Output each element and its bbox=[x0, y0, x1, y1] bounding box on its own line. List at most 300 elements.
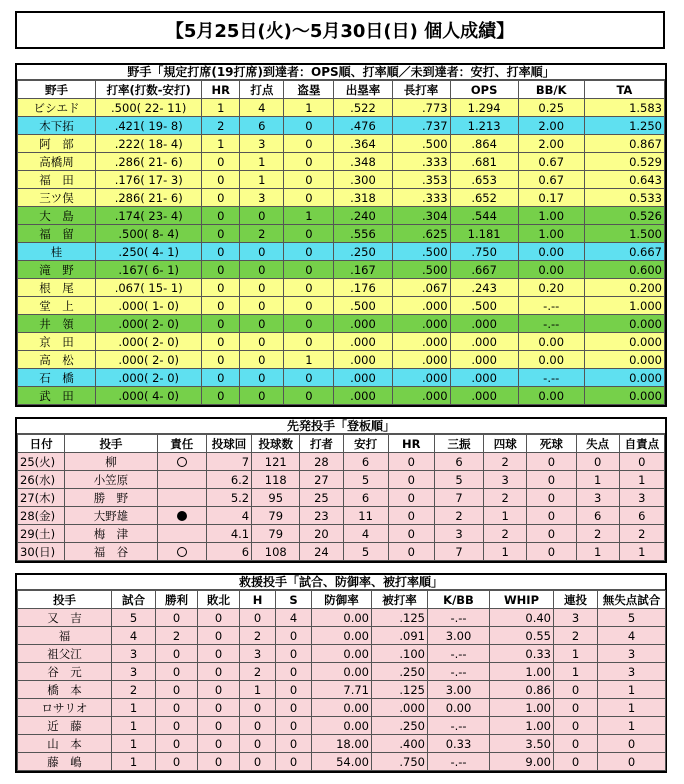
batting-sb-cell: 0 bbox=[284, 243, 334, 261]
batting-name-cell: ビシエド bbox=[18, 99, 96, 117]
table-row bbox=[18, 243, 665, 261]
batting-ta-cell: 0.526 bbox=[584, 207, 664, 225]
starters-hr-cell: 0 bbox=[388, 453, 434, 471]
relievers-g-cell: 3 bbox=[112, 645, 156, 663]
relievers-hld-cell: 2 bbox=[240, 663, 276, 681]
batting-bbk-cell: 0.00 bbox=[518, 333, 584, 351]
table-row bbox=[18, 717, 666, 735]
batting-ops-cell: .652 bbox=[450, 189, 518, 207]
relievers-sv-cell: 0 bbox=[276, 681, 312, 699]
batting-header-cell: 野手 bbox=[18, 81, 96, 99]
batting-caption: 野手「規定打席(19打席)到達者：OPS順、打率順／未到達者：安打、打率順」 bbox=[17, 65, 665, 80]
batting-hr-cell: 0 bbox=[202, 207, 240, 225]
relievers-sv-cell: 0 bbox=[276, 735, 312, 753]
relievers-zero-cell: 0 bbox=[598, 735, 666, 753]
batting-name-cell: 阿 部 bbox=[18, 135, 96, 153]
batting-sb-cell: 0 bbox=[284, 225, 334, 243]
batting-sb-cell: 1 bbox=[284, 207, 334, 225]
batting-hr-cell: 0 bbox=[202, 243, 240, 261]
table-row bbox=[18, 297, 665, 315]
table-row bbox=[18, 471, 665, 489]
starters-resp-cell bbox=[157, 525, 206, 543]
batting-header-cell: 打率(打数-安打) bbox=[96, 81, 202, 99]
batting-sb-cell: 0 bbox=[284, 333, 334, 351]
relievers-cons-cell: 0 bbox=[554, 717, 598, 735]
batting-bbk-cell: 1.00 bbox=[518, 207, 584, 225]
starters-np-cell: 108 bbox=[252, 543, 300, 561]
batting-avg-cell: .000( 2- 0) bbox=[96, 333, 202, 351]
starters-np-cell: 79 bbox=[252, 507, 300, 525]
batting-obp-cell: .364 bbox=[334, 135, 392, 153]
batting-rbi-cell: 2 bbox=[240, 225, 284, 243]
relievers-g-cell: 4 bbox=[112, 627, 156, 645]
relievers-hld-cell: 0 bbox=[240, 753, 276, 771]
starters-name-cell: 大野雄 bbox=[65, 507, 157, 525]
relievers-zero-cell: 4 bbox=[598, 627, 666, 645]
relievers-zero-cell: 3 bbox=[598, 663, 666, 681]
batting-rbi-cell: 0 bbox=[240, 333, 284, 351]
batting-ops-cell: .000 bbox=[450, 315, 518, 333]
relievers-w-cell: 0 bbox=[156, 735, 198, 753]
batting-avg-cell: .000( 4- 0) bbox=[96, 387, 202, 405]
batting-rbi-cell: 3 bbox=[240, 135, 284, 153]
relievers-cons-cell: 2 bbox=[554, 627, 598, 645]
batting-sb-cell: 0 bbox=[284, 135, 334, 153]
starters-header-cell: HR bbox=[388, 435, 434, 453]
table-row bbox=[18, 153, 665, 171]
batting-name-cell: 大 島 bbox=[18, 207, 96, 225]
starters-header-cell: 投手 bbox=[65, 435, 157, 453]
starters-r-cell: 1 bbox=[576, 471, 619, 489]
batting-obp-cell: .476 bbox=[334, 117, 392, 135]
batting-ta-cell: 1.583 bbox=[584, 99, 664, 117]
batting-hr-cell: 1 bbox=[202, 99, 240, 117]
batting-ops-cell: .500 bbox=[450, 297, 518, 315]
win-circle-icon bbox=[177, 547, 187, 557]
relievers-era-cell: 0.00 bbox=[312, 717, 372, 735]
batting-obp-cell: .000 bbox=[334, 387, 392, 405]
batting-ops-cell: 1.294 bbox=[450, 99, 518, 117]
starters-header-cell: 失点 bbox=[576, 435, 619, 453]
starters-r-cell: 2 bbox=[576, 525, 619, 543]
batting-ta-cell: 0.529 bbox=[584, 153, 664, 171]
starters-r-cell: 0 bbox=[576, 453, 619, 471]
relievers-kbb-cell: -.-- bbox=[428, 609, 490, 627]
starters-bb-cell: 1 bbox=[484, 507, 527, 525]
starters-hbp-cell: 0 bbox=[527, 507, 576, 525]
batting-ops-cell: .653 bbox=[450, 171, 518, 189]
table-row bbox=[18, 225, 665, 243]
starters-ip-cell: 7 bbox=[206, 453, 251, 471]
starters-date-cell: 30(日) bbox=[18, 543, 65, 561]
relievers-hld-cell: 1 bbox=[240, 681, 276, 699]
relievers-name-cell: 近 藤 bbox=[18, 717, 112, 735]
batting-avg-cell: .000( 2- 0) bbox=[96, 315, 202, 333]
relievers-kbb-cell: 0.33 bbox=[428, 735, 490, 753]
batting-slg-cell: .500 bbox=[392, 261, 450, 279]
relievers-avg-cell: .125 bbox=[372, 609, 428, 627]
relievers-sv-cell: 4 bbox=[276, 609, 312, 627]
batting-ta-cell: 0.643 bbox=[584, 171, 664, 189]
relievers-header-cell: 投手 bbox=[18, 591, 112, 609]
page-title: 【5月25日(火)～5月30日(日) 個人成績】 bbox=[15, 11, 665, 49]
relievers-whip-cell: 0.55 bbox=[490, 627, 554, 645]
relievers-avg-cell: .750 bbox=[372, 753, 428, 771]
batting-ops-cell: .667 bbox=[450, 261, 518, 279]
starters-header-cell: 四球 bbox=[484, 435, 527, 453]
relievers-era-cell: 18.00 bbox=[312, 735, 372, 753]
starters-ip-cell: 4.1 bbox=[206, 525, 251, 543]
batting-slg-cell: .000 bbox=[392, 315, 450, 333]
starters-bf-cell: 27 bbox=[300, 471, 343, 489]
batting-ta-cell: 0.200 bbox=[584, 279, 664, 297]
batting-name-cell: 滝 野 bbox=[18, 261, 96, 279]
relievers-w-cell: 0 bbox=[156, 699, 198, 717]
starters-r-cell: 3 bbox=[576, 489, 619, 507]
relievers-era-cell: 0.00 bbox=[312, 609, 372, 627]
batting-ops-cell: 1.213 bbox=[450, 117, 518, 135]
relievers-header-cell: K/BB bbox=[428, 591, 490, 609]
starters-er-cell: 1 bbox=[619, 471, 664, 489]
relievers-cons-cell: 1 bbox=[554, 645, 598, 663]
relievers-hld-cell: 0 bbox=[240, 609, 276, 627]
batting-ops-cell: .000 bbox=[450, 351, 518, 369]
batting-avg-cell: .000( 1- 0) bbox=[96, 297, 202, 315]
table-row bbox=[18, 333, 665, 351]
starters-header-row bbox=[18, 435, 665, 453]
relievers-sv-cell: 0 bbox=[276, 699, 312, 717]
batting-ops-cell: .000 bbox=[450, 387, 518, 405]
starters-h-cell: 5 bbox=[343, 471, 388, 489]
starters-name-cell: 梅 津 bbox=[65, 525, 157, 543]
starters-hr-cell: 0 bbox=[388, 525, 434, 543]
batting-sb-cell: 0 bbox=[284, 117, 334, 135]
relievers-g-cell: 1 bbox=[112, 735, 156, 753]
table-row bbox=[18, 663, 666, 681]
relievers-g-cell: 1 bbox=[112, 753, 156, 771]
relievers-l-cell: 0 bbox=[198, 717, 240, 735]
relievers-kbb-cell: -.-- bbox=[428, 663, 490, 681]
batting-sb-cell: 0 bbox=[284, 369, 334, 387]
batting-rbi-cell: 0 bbox=[240, 387, 284, 405]
batting-name-cell: 桂 bbox=[18, 243, 96, 261]
table-row bbox=[18, 489, 665, 507]
batting-slg-cell: .737 bbox=[392, 117, 450, 135]
relievers-sv-cell: 0 bbox=[276, 717, 312, 735]
relievers-w-cell: 2 bbox=[156, 627, 198, 645]
starters-resp-cell bbox=[157, 489, 206, 507]
relievers-header-cell: 連投 bbox=[554, 591, 598, 609]
batting-slg-cell: .500 bbox=[392, 243, 450, 261]
batting-avg-cell: .000( 2- 0) bbox=[96, 369, 202, 387]
starters-header-cell: 三振 bbox=[434, 435, 483, 453]
batting-bbk-cell: 0.20 bbox=[518, 279, 584, 297]
starters-er-cell: 3 bbox=[619, 489, 664, 507]
relievers-era-cell: 0.00 bbox=[312, 663, 372, 681]
batting-hr-cell: 0 bbox=[202, 387, 240, 405]
batting-slg-cell: .000 bbox=[392, 351, 450, 369]
starters-so-cell: 6 bbox=[434, 453, 483, 471]
starters-name-cell: 小笠原 bbox=[65, 471, 157, 489]
relievers-cons-cell: 0 bbox=[554, 699, 598, 717]
table-row bbox=[18, 645, 666, 663]
relievers-avg-cell: .091 bbox=[372, 627, 428, 645]
batting-ops-cell: .243 bbox=[450, 279, 518, 297]
starters-np-cell: 79 bbox=[252, 525, 300, 543]
relievers-header-cell: 被打率 bbox=[372, 591, 428, 609]
batting-bbk-cell: 0.67 bbox=[518, 171, 584, 189]
table-row bbox=[18, 189, 665, 207]
relievers-l-cell: 0 bbox=[198, 645, 240, 663]
relievers-w-cell: 0 bbox=[156, 609, 198, 627]
batting-avg-cell: .286( 21- 6) bbox=[96, 189, 202, 207]
relievers-kbb-cell: 3.00 bbox=[428, 627, 490, 645]
batting-avg-cell: .174( 23- 4) bbox=[96, 207, 202, 225]
batting-ops-cell: .544 bbox=[450, 207, 518, 225]
batting-slg-cell: .000 bbox=[392, 369, 450, 387]
relievers-whip-cell: 3.50 bbox=[490, 735, 554, 753]
batting-sb-cell: 0 bbox=[284, 261, 334, 279]
table-row bbox=[18, 315, 665, 333]
batting-sb-cell: 0 bbox=[284, 387, 334, 405]
batting-rbi-cell: 0 bbox=[240, 297, 284, 315]
batting-slg-cell: .353 bbox=[392, 171, 450, 189]
starters-h-cell: 5 bbox=[343, 543, 388, 561]
relievers-whip-cell: 1.00 bbox=[490, 663, 554, 681]
starters-r-cell: 1 bbox=[576, 543, 619, 561]
starters-resp-cell bbox=[157, 543, 206, 561]
starters-er-cell: 1 bbox=[619, 543, 664, 561]
batting-name-cell: 高橋周 bbox=[18, 153, 96, 171]
batting-slg-cell: .500 bbox=[392, 135, 450, 153]
relievers-zero-cell: 1 bbox=[598, 681, 666, 699]
table-row bbox=[18, 609, 666, 627]
table-row bbox=[18, 135, 665, 153]
batting-slg-cell: .304 bbox=[392, 207, 450, 225]
batting-name-cell: 京 田 bbox=[18, 333, 96, 351]
batting-hr-cell: 0 bbox=[202, 279, 240, 297]
relievers-name-cell: 祖父江 bbox=[18, 645, 112, 663]
batting-slg-cell: .067 bbox=[392, 279, 450, 297]
relievers-cons-cell: 1 bbox=[554, 663, 598, 681]
starters-np-cell: 118 bbox=[252, 471, 300, 489]
batting-obp-cell: .318 bbox=[334, 189, 392, 207]
batting-slg-cell: .333 bbox=[392, 153, 450, 171]
relievers-section bbox=[15, 573, 667, 773]
batting-name-cell: 福 田 bbox=[18, 171, 96, 189]
starters-h-cell: 4 bbox=[343, 525, 388, 543]
starters-header-cell: 責任 bbox=[157, 435, 206, 453]
batting-ta-cell: 0.000 bbox=[584, 351, 664, 369]
starters-date-cell: 28(金) bbox=[18, 507, 65, 525]
relievers-name-cell: ロサリオ bbox=[18, 699, 112, 717]
starters-caption: 先発投手「登板順」 bbox=[17, 419, 665, 434]
batting-ops-cell: .750 bbox=[450, 243, 518, 261]
batting-header-cell: 打点 bbox=[240, 81, 284, 99]
batting-ops-cell: 1.181 bbox=[450, 225, 518, 243]
starters-bf-cell: 25 bbox=[300, 489, 343, 507]
batting-bbk-cell: 0.67 bbox=[518, 153, 584, 171]
table-row bbox=[18, 99, 665, 117]
batting-obp-cell: .000 bbox=[334, 315, 392, 333]
relievers-w-cell: 0 bbox=[156, 663, 198, 681]
loss-circle-icon bbox=[177, 511, 187, 521]
relievers-kbb-cell: -.-- bbox=[428, 753, 490, 771]
starters-h-cell: 6 bbox=[343, 453, 388, 471]
relievers-avg-cell: .250 bbox=[372, 663, 428, 681]
table-row bbox=[18, 207, 665, 225]
starters-hbp-cell: 0 bbox=[527, 543, 576, 561]
batting-bbk-cell: 0.00 bbox=[518, 351, 584, 369]
batting-bbk-cell: 1.00 bbox=[518, 225, 584, 243]
relievers-hld-cell: 0 bbox=[240, 735, 276, 753]
relievers-header-cell: 敗北 bbox=[198, 591, 240, 609]
starters-name-cell: 福 谷 bbox=[65, 543, 157, 561]
batting-rbi-cell: 0 bbox=[240, 315, 284, 333]
batting-bbk-cell: 0.00 bbox=[518, 243, 584, 261]
batting-avg-cell: .500( 8- 4) bbox=[96, 225, 202, 243]
batting-avg-cell: .222( 18- 4) bbox=[96, 135, 202, 153]
relievers-header-row bbox=[18, 591, 666, 609]
batting-hr-cell: 0 bbox=[202, 297, 240, 315]
relievers-avg-cell: .400 bbox=[372, 735, 428, 753]
relievers-l-cell: 0 bbox=[198, 699, 240, 717]
batting-sb-cell: 1 bbox=[284, 99, 334, 117]
relievers-header-cell: 試合 bbox=[112, 591, 156, 609]
table-row bbox=[18, 453, 665, 471]
batting-hr-cell: 2 bbox=[202, 117, 240, 135]
batting-name-cell: 根 尾 bbox=[18, 279, 96, 297]
relievers-cons-cell: 0 bbox=[554, 681, 598, 699]
relievers-header-cell: 無失点試合 bbox=[598, 591, 666, 609]
relievers-kbb-cell: 0.00 bbox=[428, 699, 490, 717]
relievers-whip-cell: 0.33 bbox=[490, 645, 554, 663]
win-circle-icon bbox=[177, 457, 187, 467]
batting-ops-cell: .864 bbox=[450, 135, 518, 153]
relievers-whip-cell: 1.00 bbox=[490, 699, 554, 717]
starters-header-cell: 日付 bbox=[18, 435, 65, 453]
batting-name-cell: 福 留 bbox=[18, 225, 96, 243]
relievers-whip-cell: 9.00 bbox=[490, 753, 554, 771]
batting-rbi-cell: 6 bbox=[240, 117, 284, 135]
relievers-header-cell: WHIP bbox=[490, 591, 554, 609]
starters-date-cell: 27(木) bbox=[18, 489, 65, 507]
batting-bbk-cell: 0.17 bbox=[518, 189, 584, 207]
starters-h-cell: 6 bbox=[343, 489, 388, 507]
batting-ta-cell: 0.533 bbox=[584, 189, 664, 207]
relievers-l-cell: 0 bbox=[198, 609, 240, 627]
relievers-name-cell: 福 bbox=[18, 627, 112, 645]
relievers-w-cell: 0 bbox=[156, 753, 198, 771]
batting-slg-cell: .773 bbox=[392, 99, 450, 117]
batting-avg-cell: .000( 2- 0) bbox=[96, 351, 202, 369]
relievers-era-cell: 54.00 bbox=[312, 753, 372, 771]
batting-sb-cell: 0 bbox=[284, 315, 334, 333]
relievers-era-cell: 0.00 bbox=[312, 645, 372, 663]
batting-ta-cell: 0.867 bbox=[584, 135, 664, 153]
starters-np-cell: 121 bbox=[252, 453, 300, 471]
table-row bbox=[18, 543, 665, 561]
table-row bbox=[18, 735, 666, 753]
starters-hr-cell: 0 bbox=[388, 471, 434, 489]
relievers-zero-cell: 0 bbox=[598, 753, 666, 771]
starters-er-cell: 6 bbox=[619, 507, 664, 525]
relievers-name-cell: 橋 本 bbox=[18, 681, 112, 699]
relievers-header-cell: 勝利 bbox=[156, 591, 198, 609]
batting-hr-cell: 0 bbox=[202, 351, 240, 369]
starters-resp-cell bbox=[157, 507, 206, 525]
relievers-cons-cell: 0 bbox=[554, 735, 598, 753]
starters-so-cell: 5 bbox=[434, 471, 483, 489]
relievers-avg-cell: .100 bbox=[372, 645, 428, 663]
relievers-whip-cell: 0.86 bbox=[490, 681, 554, 699]
batting-ta-cell: 1.000 bbox=[584, 297, 664, 315]
table-row bbox=[18, 369, 665, 387]
relievers-g-cell: 1 bbox=[112, 699, 156, 717]
relievers-zero-cell: 3 bbox=[598, 645, 666, 663]
batting-avg-cell: .176( 17- 3) bbox=[96, 171, 202, 189]
batting-obp-cell: .000 bbox=[334, 369, 392, 387]
relievers-w-cell: 0 bbox=[156, 681, 198, 699]
starters-bb-cell: 2 bbox=[484, 489, 527, 507]
starters-date-cell: 26(水) bbox=[18, 471, 65, 489]
batting-slg-cell: .625 bbox=[392, 225, 450, 243]
batting-rbi-cell: 0 bbox=[240, 369, 284, 387]
starters-bb-cell: 1 bbox=[484, 543, 527, 561]
batting-obp-cell: .300 bbox=[334, 171, 392, 189]
table-row bbox=[18, 171, 665, 189]
batting-rbi-cell: 1 bbox=[240, 171, 284, 189]
starters-hbp-cell: 0 bbox=[527, 489, 576, 507]
starters-so-cell: 2 bbox=[434, 507, 483, 525]
batting-sb-cell: 0 bbox=[284, 189, 334, 207]
batting-hr-cell: 0 bbox=[202, 189, 240, 207]
table-row bbox=[18, 627, 666, 645]
relievers-sv-cell: 0 bbox=[276, 663, 312, 681]
batting-sb-cell: 0 bbox=[284, 297, 334, 315]
starters-bf-cell: 23 bbox=[300, 507, 343, 525]
table-row bbox=[18, 699, 666, 717]
relievers-era-cell: 0.00 bbox=[312, 627, 372, 645]
batting-name-cell: 武 田 bbox=[18, 387, 96, 405]
relievers-header-cell: 防御率 bbox=[312, 591, 372, 609]
batting-bbk-cell: -.-- bbox=[518, 297, 584, 315]
relievers-kbb-cell: -.-- bbox=[428, 717, 490, 735]
batting-header-cell: 盗塁 bbox=[284, 81, 334, 99]
relievers-zero-cell: 1 bbox=[598, 699, 666, 717]
batting-rbi-cell: 0 bbox=[240, 351, 284, 369]
relievers-sv-cell: 0 bbox=[276, 645, 312, 663]
batting-rbi-cell: 0 bbox=[240, 261, 284, 279]
relievers-avg-cell: .250 bbox=[372, 717, 428, 735]
table-row bbox=[18, 681, 666, 699]
starters-er-cell: 0 bbox=[619, 453, 664, 471]
batting-obp-cell: .000 bbox=[334, 333, 392, 351]
starters-bf-cell: 24 bbox=[300, 543, 343, 561]
batting-obp-cell: .176 bbox=[334, 279, 392, 297]
batting-bbk-cell: 0.25 bbox=[518, 99, 584, 117]
batting-sb-cell: 0 bbox=[284, 153, 334, 171]
batting-rbi-cell: 0 bbox=[240, 279, 284, 297]
starters-name-cell: 柳 bbox=[65, 453, 157, 471]
batting-hr-cell: 0 bbox=[202, 369, 240, 387]
batting-bbk-cell: 0.00 bbox=[518, 261, 584, 279]
batting-header-cell: OPS bbox=[450, 81, 518, 99]
relievers-g-cell: 3 bbox=[112, 663, 156, 681]
batting-ta-cell: 0.000 bbox=[584, 315, 664, 333]
starters-so-cell: 3 bbox=[434, 525, 483, 543]
relievers-w-cell: 0 bbox=[156, 645, 198, 663]
